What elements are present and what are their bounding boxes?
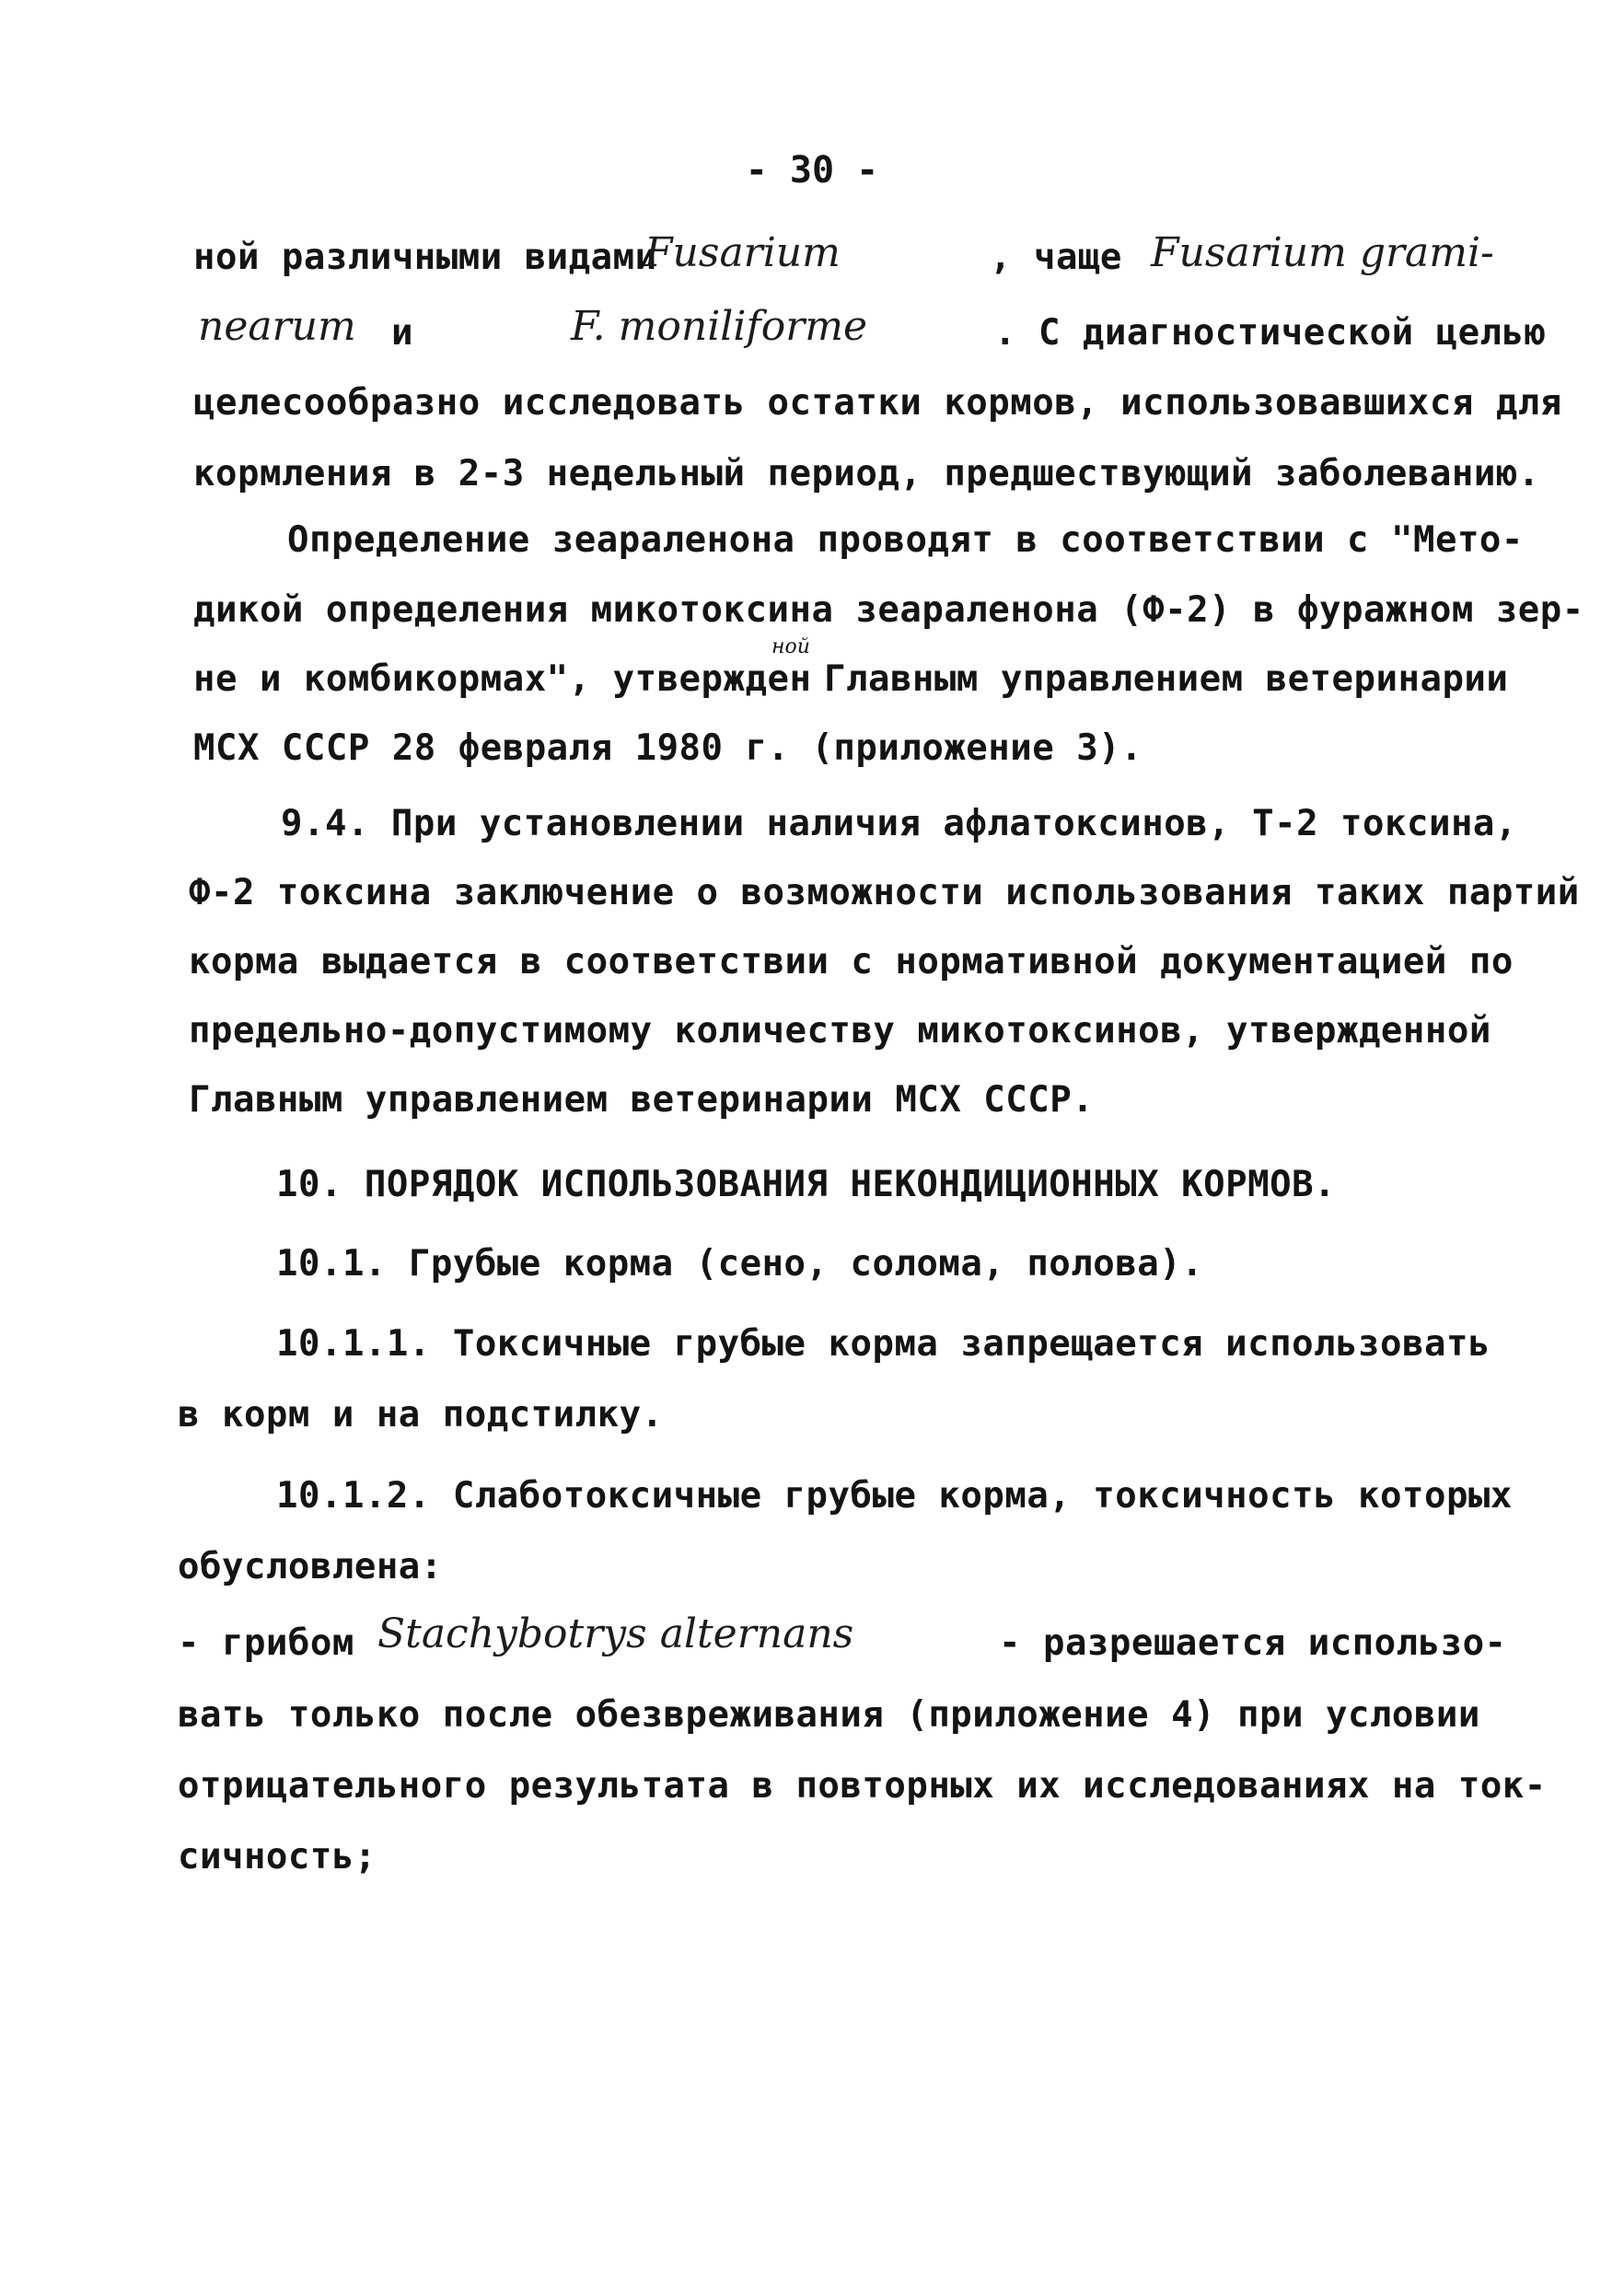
list-item-line3: отрицательного результата в повторных их исследованиях на ток- (178, 1765, 1547, 1807)
para-10-1-1-line1: 10.1.1. Токсичные грубые корма запрещается использовать (276, 1323, 1491, 1365)
handwritten-species-fusarium-graminearum-part1: Fusarium grami- (1151, 229, 1494, 276)
handwritten-insertion: ной (771, 635, 810, 658)
para2-line3-text-a: не и комбикормах", утвержден (193, 658, 812, 700)
para3-line5: Главным управлением ветеринарии МСХ СССР. (189, 1079, 1095, 1121)
para1-line1-text-b: , чаще (990, 237, 1122, 278)
para-10-1-2-line1: 10.1.2. Слаботоксичные грубые корма, токсичность которых (276, 1475, 1513, 1517)
para3-line2: Ф-2 токсина заключение о возможности использования таких партий (189, 872, 1580, 913)
subsection-10-1: 10.1. Грубые корма (сено, солома, полова). (276, 1243, 1204, 1284)
handwritten-species-fusarium-graminearum-part2: nearum (198, 303, 356, 350)
para2-line2: дикой определения микотоксина зеараленона (Ф-2) в фуражном зер- (193, 589, 1584, 631)
handwritten-species-f-moniliforme: F. moniliforme (571, 303, 867, 350)
para1-line4: кормления в 2-3 недельный период, предшествующий заболеванию. (193, 453, 1540, 494)
handwritten-species-fusarium: Fusarium (644, 229, 841, 276)
para-10-1-1-line2: в корм и на подстилку. (178, 1394, 664, 1436)
list-item-line1-text-a: - грибом (178, 1622, 354, 1664)
para1-line2-text-b: . С диагностической целью (994, 312, 1547, 354)
para2-line4: МСХ СССР 28 февраля 1980 г. (приложение 3). (193, 727, 1143, 769)
para3-line1: 9.4. При установлении наличия афлатоксинов, Т-2 токсина, (281, 803, 1517, 844)
para-10-1-2-line2: обусловлена: (178, 1546, 443, 1587)
para1-line1-text-a: ной различными видами (193, 237, 657, 278)
para2-line3-text-b: Главным управлением ветеринарии (824, 658, 1509, 700)
list-item-line2: вать только после обезвреживания (приложение 4) при условии (178, 1694, 1480, 1736)
list-item-line1-text-b: - разрешается использо- (999, 1622, 1507, 1664)
para1-line2-text-a: и (391, 312, 413, 354)
handwritten-species-stachybotrys: Stachybotrys alternans (377, 1610, 854, 1657)
page-number: - 30 - (745, 149, 879, 192)
para3-line3: корма выдается в соответствии с нормативной документацией по (189, 941, 1514, 982)
list-item-line4: сичность; (178, 1836, 377, 1877)
para1-line3: целесообразно исследовать остатки кормов, использовавшихся для (193, 382, 1562, 424)
para3-line4: предельно-допустимому количеству микотоксинов, утвержденной (189, 1010, 1491, 1052)
para2-line1: Определение зеараленона проводят в соответствии с "Мето- (287, 519, 1524, 561)
section-heading: 10. ПОРЯДОК ИСПОЛЬЗОВАНИЯ НЕКОНДИЦИОННЫХ КОРМОВ. (276, 1164, 1337, 1205)
